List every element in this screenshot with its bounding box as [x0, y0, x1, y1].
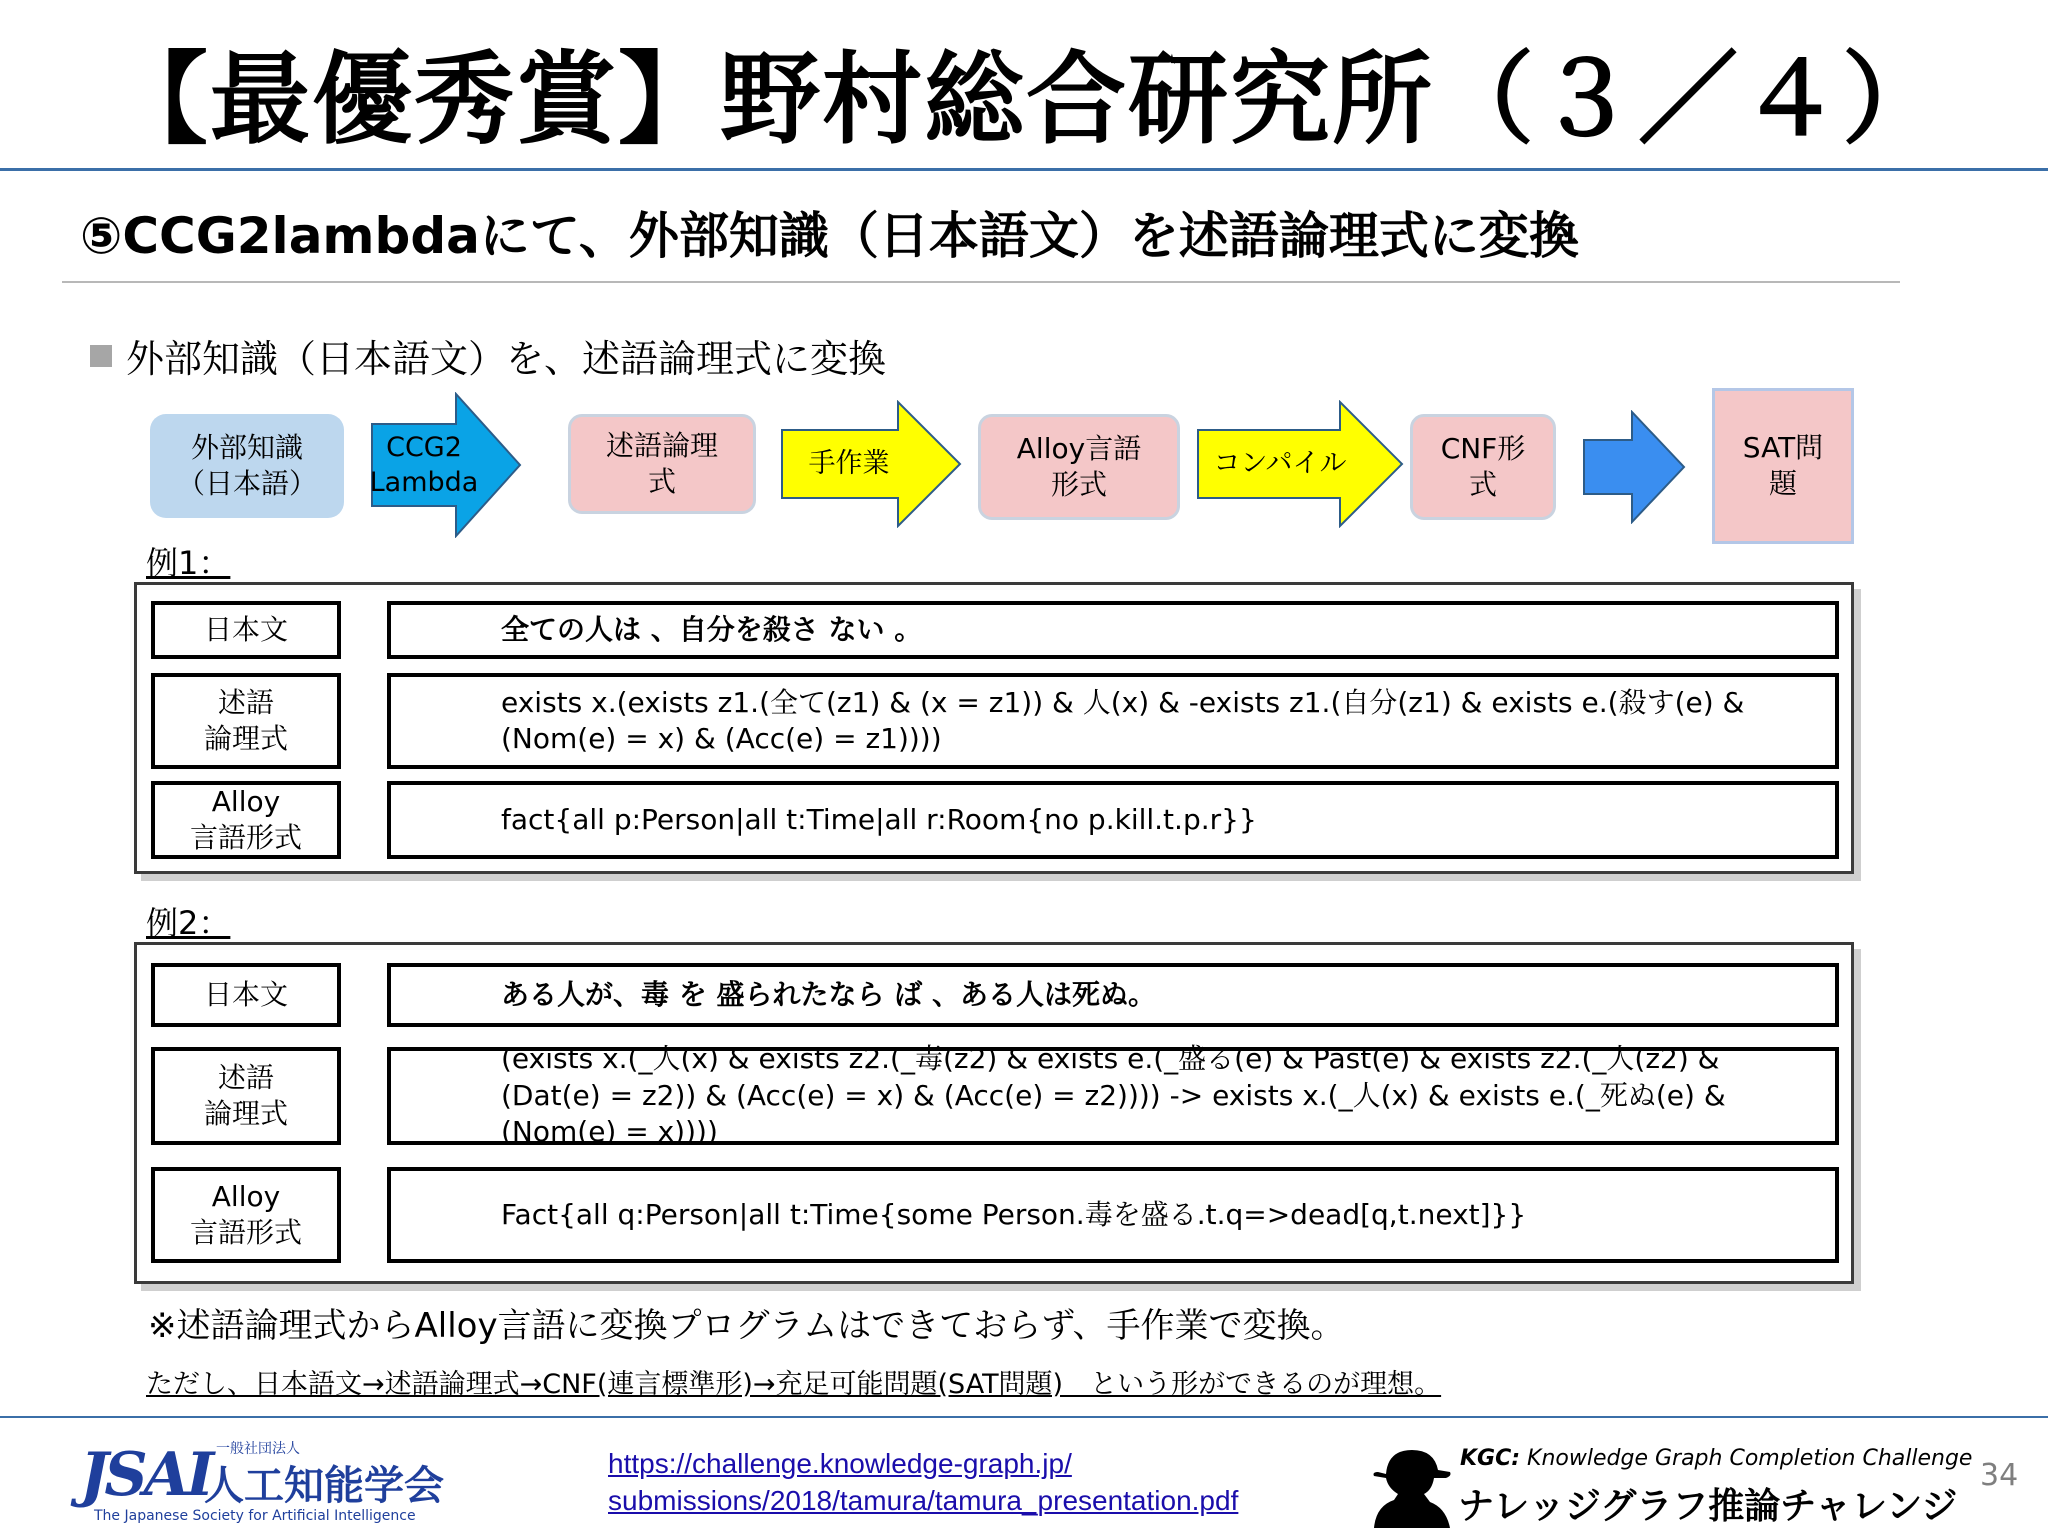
flow-box-sat: SAT問 題	[1712, 388, 1854, 544]
submission-link[interactable]: https://challenge.knowledge-graph.jp/ submissions/2018/tamura/tamura_presentation.pdf	[608, 1448, 1239, 1516]
flow-arrow-to-sat	[1582, 410, 1686, 524]
arrow-label: 手作業	[808, 448, 890, 480]
footer-divider	[0, 1416, 2048, 1418]
row-label-predicate: 述語 論理式	[151, 673, 341, 769]
row-label-alloy: Alloy 言語形式	[151, 1167, 341, 1263]
kgc-japanese-title: ナレッジグラフ推論チャレンジ	[1458, 1486, 1958, 1527]
detective-silhouette-icon	[1368, 1444, 1456, 1530]
flow-box-cnf: CNF形 式	[1410, 414, 1556, 520]
jsai-name: 人工知能学会	[204, 1463, 444, 1509]
title-divider	[0, 168, 2048, 171]
flow-box-external-knowledge: 外部知識 （日本語）	[150, 414, 344, 518]
square-bullet-icon	[90, 345, 112, 367]
page-number: 34	[1980, 1458, 2019, 1493]
row-content-japanese: ある人が、毒 を 盛られたなら ば 、ある人は死ぬ。	[387, 963, 1839, 1027]
note-text: ※述語論理式からAlloy言語に変換プログラムはできておらず、手作業で変換。	[148, 1306, 1345, 1346]
row-content-predicate: exists x.(exists z1.(全て(z1) & (x = z1)) & 人(x) & -exists z1.(自分(z1) & exists e.(殺す(e) & (Nom(e) = x) & (Acc(e) = z1))))	[387, 673, 1839, 769]
jsai-english-name: The Japanese Society for Artificial Intelligence	[94, 1508, 416, 1524]
example1-frame	[134, 582, 1854, 874]
flow-arrow-ccg2lambda	[370, 392, 522, 538]
row-label-japanese: 日本文	[151, 963, 341, 1027]
jsai-logo	[80, 1432, 444, 1528]
row-label-japanese: 日本文	[151, 601, 341, 659]
arrow-label: CCG2 Lambda	[369, 431, 479, 498]
kgc-title	[1460, 1446, 1972, 1471]
row-label-alloy: Alloy 言語形式	[151, 781, 341, 859]
kgc-title-text: Knowledge Graph Completion Challenge	[1520, 1446, 1973, 1471]
flow-box-predicate-logic: 述語論理 式	[568, 414, 756, 514]
row-label-predicate: 述語 論理式	[151, 1047, 341, 1145]
flow-arrow-manual	[780, 400, 962, 528]
bullet-item	[90, 328, 886, 383]
example2-frame	[134, 942, 1854, 1284]
example1-label: 例1：	[146, 544, 231, 582]
row-content-predicate: (exists x.(_人(x) & exists z2.(_毒(z2) & exists e.(_盛る(e) & Past(e) & exists z2.(_人(z2) & (Dat(e) = z2)) & (Acc(e) = x) & (Acc(e) = z2)))) -> exists x.(_人(x) & exists e.(_死ぬ(e) & (Nom(e) = x))))	[387, 1047, 1839, 1145]
flow-arrow-compile	[1196, 400, 1404, 528]
bullet-text: 外部知識（日本語文）を、述語論理式に変換	[126, 337, 887, 381]
kgc-logo	[1360, 1436, 1973, 1532]
section-heading: ⑤CCG2lambdaにて、外部知識（日本語文）を述語論理式に変換	[80, 207, 1579, 265]
arrow-right-icon	[1582, 410, 1686, 524]
jsai-small-text: 一般社団法人	[216, 1441, 300, 1457]
arrow-label: コンパイル	[1213, 448, 1347, 480]
example2-label: 例2：	[146, 904, 231, 942]
slide-title: 【最優秀賞】野村総合研究所（３／４）	[108, 41, 1944, 158]
row-content-alloy: Fact{all q:Person|all t:Time{some Person.毒を盛る.t.q=>dead[q,t.next]}}	[387, 1167, 1839, 1263]
flow-box-alloy-format: Alloy言語 形式	[978, 414, 1180, 520]
heading-divider	[62, 281, 1900, 283]
row-content-alloy: fact{all p:Person|all t:Time|all r:Room{no p.kill.t.p.r}}	[387, 781, 1839, 859]
row-content-japanese: 全ての人は 、自分を殺さ ない 。	[387, 601, 1839, 659]
kgc-prefix: KGC:	[1460, 1446, 1521, 1471]
jsai-mark: JSAI	[80, 1440, 211, 1510]
ideal-flow-note: ただし、日本語文→述語論理式→CNF(連言標準形)→充足可能問題(SAT問題) という形ができるのが理想。	[146, 1369, 1442, 1400]
